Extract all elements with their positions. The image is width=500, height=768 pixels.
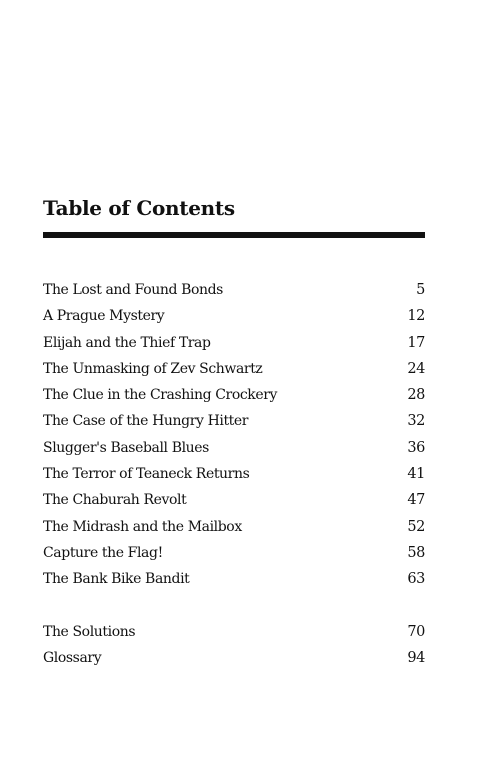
toc-entry-title: The Lost and Found Bonds [43, 282, 223, 298]
toc-entry [43, 543, 425, 569]
toc-entry-title: Slugger's Baseball Blues [43, 439, 209, 456]
toc-entry [43, 411, 425, 437]
toc-entry-title: Elijah and the Thief Trap [43, 334, 211, 351]
toc-back-matter-entry [43, 648, 425, 674]
toc-entry [43, 385, 425, 411]
toc-entry [43, 359, 425, 385]
toc-back-matter-entry [43, 622, 425, 648]
toc-entry [43, 569, 425, 595]
toc-entry [43, 280, 425, 306]
toc-entry-title: The Terror of Teaneck Returns [43, 466, 250, 483]
toc-entry-page: 52 [407, 518, 425, 535]
toc-entry [43, 438, 425, 464]
toc-entry-page: 28 [407, 387, 425, 404]
toc-entry-page: 41 [407, 466, 425, 483]
toc-entry [43, 517, 425, 543]
toc-entry [43, 490, 425, 516]
toc-entry-title: The Midrash and the Mailbox [43, 518, 242, 535]
toc-entry-title: Glossary [43, 649, 102, 666]
page-title: Table of Contents [43, 196, 235, 220]
toc-entry [43, 464, 425, 490]
toc-entry [43, 333, 425, 359]
toc-entry-page: 94 [407, 649, 425, 666]
toc-entry-page: 12 [407, 308, 425, 325]
toc-entry-title: The Solutions [43, 623, 136, 640]
toc-entry-title: The Chaburah Revolt [43, 492, 187, 509]
title-rule-divider [43, 232, 425, 238]
toc-entry-title: Capture the Flag! [43, 544, 163, 561]
toc-entry-page: 47 [407, 492, 425, 509]
toc-entry-title: The Bank Bike Bandit [43, 571, 190, 588]
toc-entry-page: 24 [407, 360, 425, 377]
toc-entry-title: A Prague Mystery [43, 308, 165, 325]
toc-entry-page: 58 [407, 544, 425, 561]
toc-entry-page: 17 [407, 334, 425, 351]
toc-list [43, 280, 425, 674]
toc-entry [43, 306, 425, 332]
toc-entry-title: The Case of the Hungry Hitter [43, 413, 249, 430]
toc-entry-page: 63 [407, 571, 425, 588]
toc-entry-page: 36 [407, 439, 425, 456]
toc-entry-page: 5 [416, 282, 425, 298]
toc-entry-title: The Unmasking of Zev Schwartz [43, 360, 263, 377]
toc-entry-page: 32 [407, 413, 425, 430]
toc-entry-page: 70 [407, 623, 425, 640]
toc-entry-title: The Clue in the Crashing Crockery [43, 387, 278, 404]
